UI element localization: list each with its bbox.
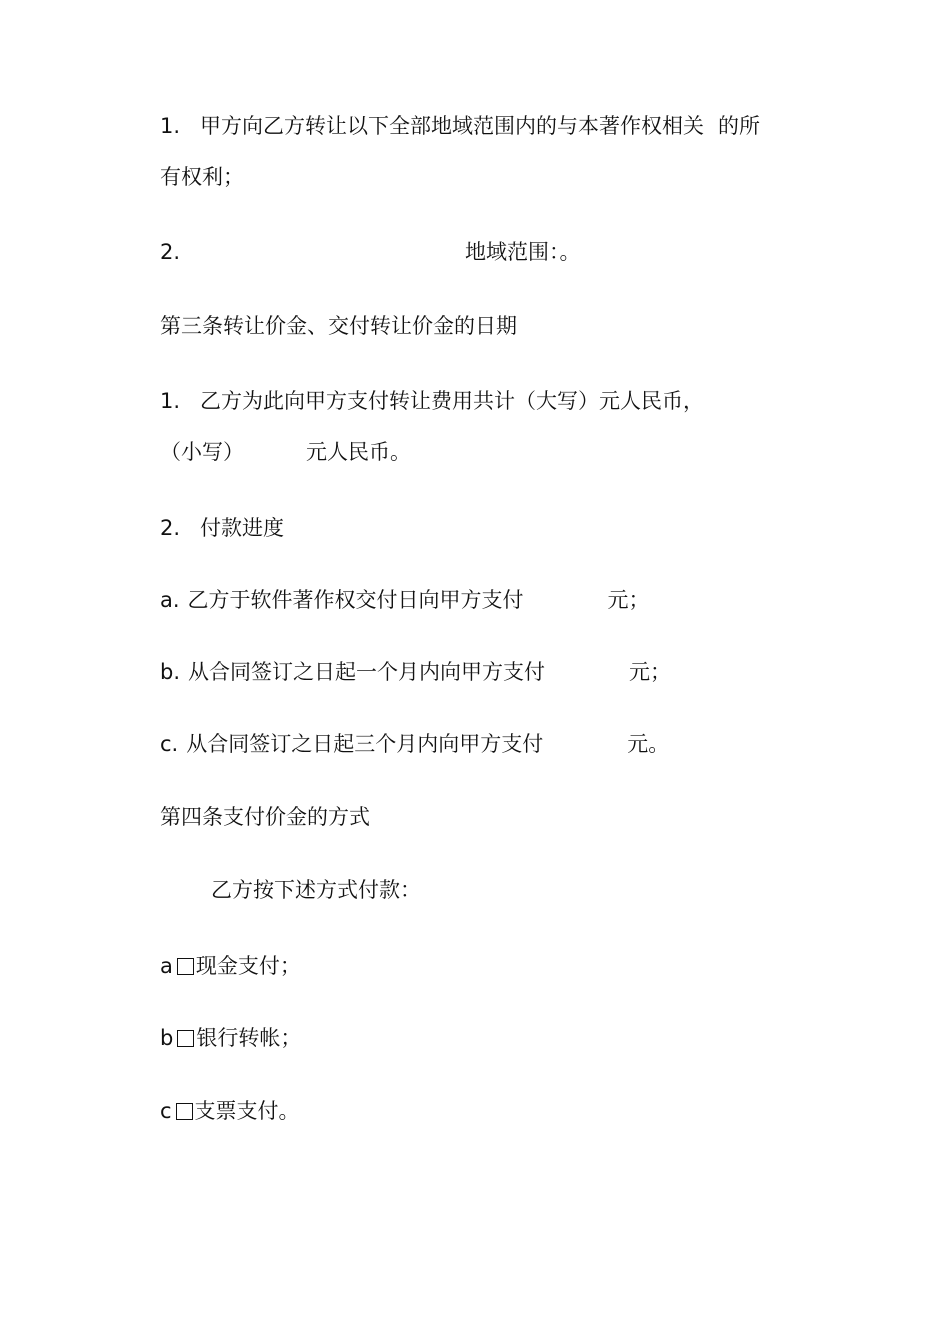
sub-unit: 元。 (627, 732, 670, 756)
item-number: 1. (160, 389, 181, 413)
article3-title: 第三条转让价金、交付转让价金的日期 (160, 314, 517, 338)
article3-item2 (160, 513, 284, 543)
option-text: 支票支付。 (194, 1099, 300, 1123)
item-text: 付款进度 (200, 516, 285, 540)
sub-text: 从合同签订之日起三个月内向甲方支付 (186, 732, 544, 756)
option-text: 现金支付； (195, 954, 301, 978)
sub-label: a. (160, 588, 180, 612)
item-text: 甲方向乙方转让以下全部地域范围内的与本著作权相关 (200, 114, 705, 138)
option-text: 银行转帐； (196, 1026, 302, 1050)
item-text: 地域范围：。 (465, 240, 581, 264)
item-text-continued: 的所 (718, 114, 761, 138)
option-label: b (160, 1026, 174, 1050)
article3-item1-line1 (160, 386, 704, 416)
item-text: 乙方为此向甲方支付转让费用共计（大写）元人民币， (200, 389, 705, 413)
sub-unit: 元； (607, 588, 650, 612)
sub-label: b. (160, 660, 181, 684)
article2-item1-line1 (160, 111, 760, 141)
item-text-wrap: 有权利； (160, 165, 244, 189)
article4-intro: 乙方按下述方式付款： (211, 878, 421, 902)
payment-method-cheque (160, 1096, 300, 1126)
payment-schedule-a (160, 585, 650, 615)
checkbox-cheque[interactable] (176, 1103, 193, 1120)
checkbox-cash[interactable] (177, 958, 194, 975)
payment-method-bank-transfer (160, 1023, 301, 1053)
sub-text: 从合同签订之日起一个月内向甲方支付 (188, 660, 546, 684)
article2-item2 (160, 237, 581, 267)
option-label: a (160, 954, 173, 978)
article2-item1-line2 (160, 162, 244, 192)
sub-text: 乙方于软件著作权交付日向甲方支付 (187, 588, 524, 612)
payment-schedule-b (160, 657, 671, 687)
item-number: 2. (160, 240, 181, 264)
small-amount-unit: 元人民币。 (306, 440, 411, 464)
payment-schedule-c (160, 729, 669, 759)
sub-label: c. (160, 732, 179, 756)
small-amount-label: （小写） (160, 440, 244, 464)
sub-unit: 元； (629, 660, 672, 684)
item-number: 1. (160, 114, 181, 138)
article3-item1-line2 (160, 437, 411, 467)
article4-title: 第四条支付价金的方式 (160, 805, 370, 829)
option-label: c (160, 1099, 172, 1123)
item-number: 2. (160, 516, 181, 540)
payment-method-cash (160, 951, 301, 981)
checkbox-bank-transfer[interactable] (177, 1030, 194, 1047)
